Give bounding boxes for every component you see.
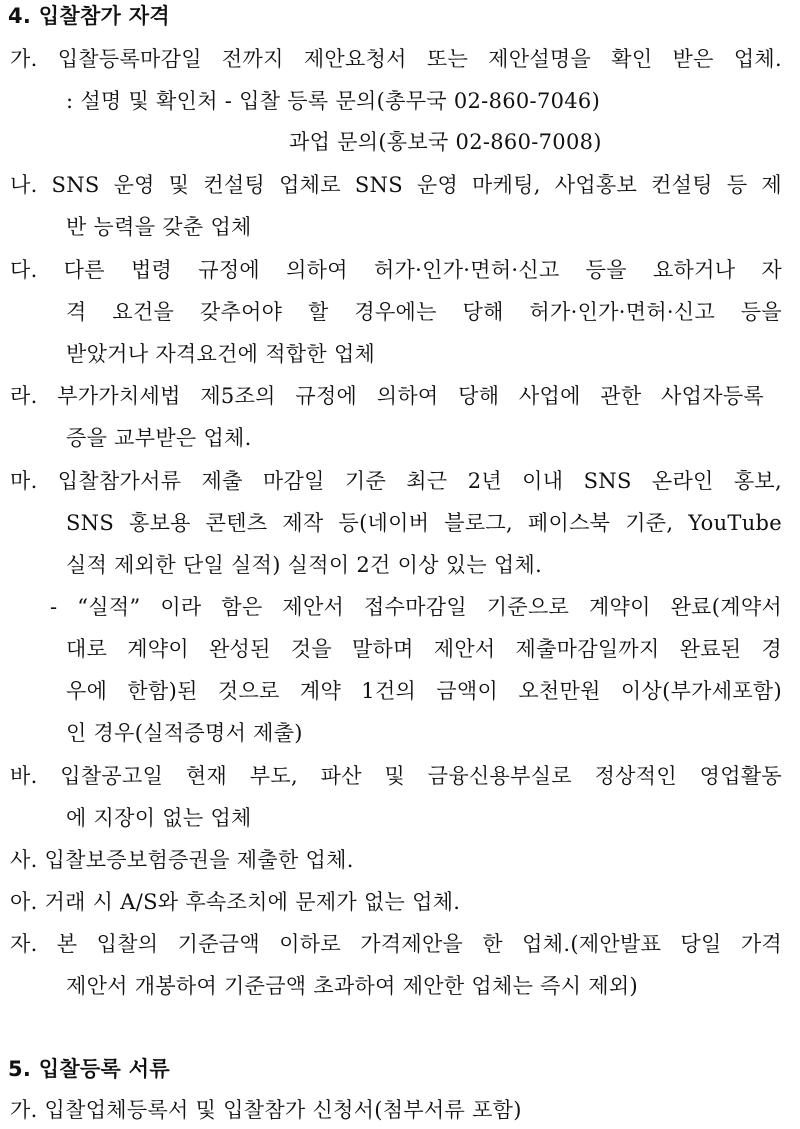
item-ba-line-1: 바. 입찰공고일 현재 부도, 파산 및 금융신용부실로 정상적인 영업활동 <box>10 764 782 788</box>
item-ma-line-1: 마. 입찰참가서류 제출 마감일 기준 최근 2년 이내 SNS 온라인 홍보, <box>10 469 782 493</box>
item-ma-line-3: 실적 제외한 단일 실적) 실적이 2건 이상 있는 업체. <box>66 553 543 577</box>
section-5-item-ga: 가. 입찰업체등록서 및 입찰참가 신청서(첨부서류 포함) <box>10 1098 522 1122</box>
item-da-line-3: 받았거나 자격요건에 적합한 업체 <box>66 342 376 366</box>
item-a-line-1: 아. 거래 시 A/S와 후속조치에 문제가 없는 업체. <box>10 890 461 914</box>
item-ra-line-2: 증을 교부받은 업체. <box>66 426 252 450</box>
item-ra-line-1: 라. 부가가치세법 제5조의 규정에 의하여 당해 사업에 관한 사업자등록 <box>10 384 764 408</box>
section-4-heading: 4. 입찰참가 자격 <box>8 4 170 28</box>
item-ba-line-2: 에 지장이 없는 업체 <box>66 806 252 830</box>
item-sa-line-1: 사. 입찰보증보험증권을 제출한 업체. <box>10 848 354 872</box>
item-na-line-1: 나. SNS 운영 및 컨설팅 업체로 SNS 운영 마케팅, 사업홍보 컨설팅 등 제 <box>10 173 782 197</box>
note-performance-line-2: 대로 계약이 완성된 것을 말하며 제안서 제출마감일까지 완료된 경 <box>66 637 782 661</box>
item-ga-line-1: 가. 입찰등록마감일 전까지 제안요청서 또는 제안설명을 확인 받은 업체. <box>10 47 782 71</box>
note-performance-line-3: 우에 한함)된 것으로 계약 1건의 금액이 오천만원 이상(부가세포함) <box>66 679 782 703</box>
item-ga-line-2: : 설명 및 확인처 - 입찰 등록 문의(총무국 02-860-7046) <box>66 89 601 113</box>
note-performance-line-1: - “실적” 이라 함은 제안서 접수마감일 기준으로 계약이 완료(계약서 <box>50 595 782 619</box>
item-ja-line-2: 제안서 개봉하여 기준금액 초과하여 제안한 업체는 즉시 제외) <box>66 974 638 998</box>
item-ja-line-1: 자. 본 입찰의 기준금액 이하로 가격제안을 한 업체.(제안발표 당일 가격 <box>10 932 782 956</box>
item-ma-line-2: SNS 홍보용 콘텐츠 제작 등(네이버 블로그, 페이스북 기준, YouTube <box>66 511 782 535</box>
item-na-line-2: 반 능력을 갖춘 업체 <box>66 215 252 239</box>
note-performance-line-4: 인 경우(실적증명서 제출) <box>66 721 303 745</box>
item-da-line-2: 격 요건을 갖추어야 할 경우에는 당해 허가·인가·면허·신고 등을 <box>66 300 782 324</box>
item-da-line-1: 다. 다른 법령 규정에 의하여 허가·인가·면허·신고 등을 요하거나 자 <box>10 258 782 282</box>
section-5-heading: 5. 입찰등록 서류 <box>8 1057 170 1081</box>
item-ga-line-3: 과업 문의(홍보국 02-860-7008) <box>289 130 602 154</box>
